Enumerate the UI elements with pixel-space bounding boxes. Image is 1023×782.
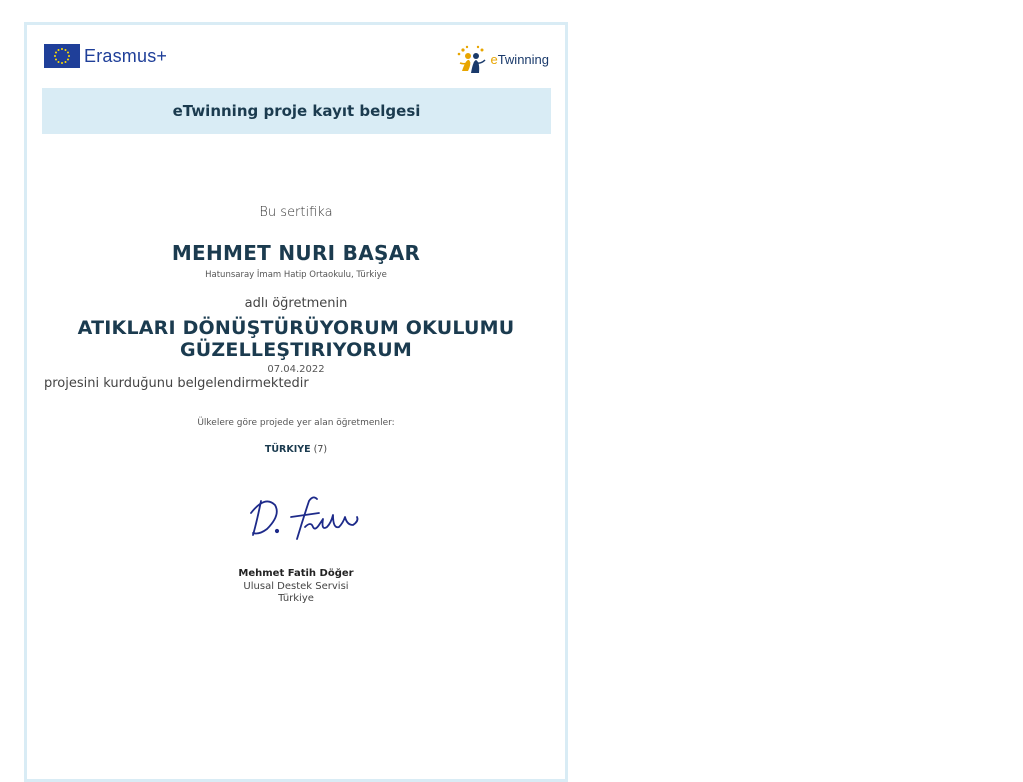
certificate (24, 22, 568, 782)
statement-text: projesini kurduğunu belgelendirmektedir (44, 376, 309, 391)
countries-heading: Ülkelere göre projede yer alan öğretmenler: (197, 418, 395, 428)
country-name: TÜRKIYE (264, 444, 311, 455)
signature-image (247, 491, 361, 547)
project-title-line-2: GÜZELLEŞTIRIYORUM (180, 339, 412, 361)
etwinning-figures-icon (454, 43, 490, 75)
project-date: 07.04.2022 (267, 364, 325, 375)
erasmus-label: Erasmus+ (84, 45, 168, 66)
signatory-office: Ulusal Destek Servisi (243, 581, 349, 592)
project-title-line-1: ATIKLARI DÖNÜŞTÜRÜYORUM OKULUMU (77, 317, 515, 339)
erasmus-logo (44, 44, 167, 68)
country-teacher-count: (7) (313, 444, 328, 455)
eu-flag-icon (44, 44, 80, 68)
country-entry (27, 444, 565, 455)
etwinning-label: eTwinning (490, 51, 549, 67)
teacher-name: MEHMET NURI BAŞAR (171, 241, 421, 265)
teacher-phrase: adlı öğretmenin (244, 296, 348, 311)
certificate-title: eTwinning proje kayıt belgesi (172, 102, 421, 120)
school-name: Hatunsaray İmam Hatip Ortaokulu, Türkiye (205, 270, 387, 280)
intro-text: Bu sertifika (259, 205, 333, 220)
certificate-title-banner (42, 88, 551, 134)
project-title (27, 317, 565, 361)
signatory-name: Mehmet Fatih Döğer (238, 568, 354, 579)
etwinning-logo (454, 43, 549, 75)
signatory-country: Türkiye (278, 593, 314, 604)
